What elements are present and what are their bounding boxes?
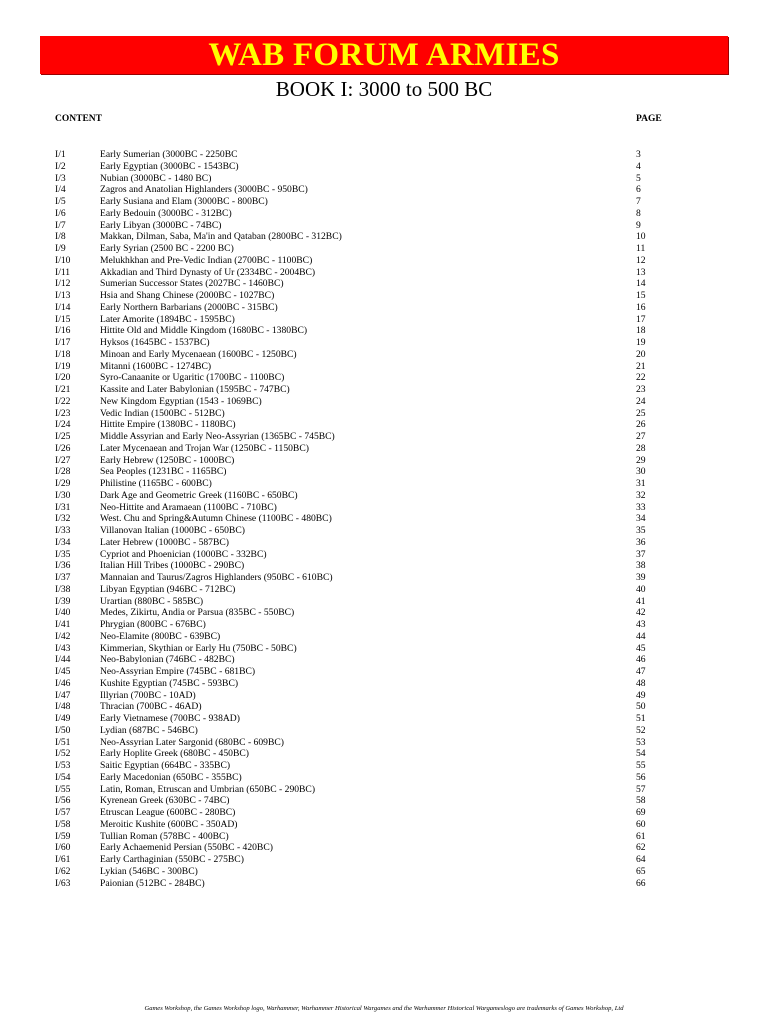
page-number: 65 bbox=[636, 865, 646, 877]
army-title: Early Susiana and Elam (3000BC - 800BC) bbox=[100, 196, 268, 207]
army-title: Neo-Assyrian Later Sargonid (680BC - 609BC) bbox=[100, 736, 284, 748]
army-title: Hsia and Shang Chinese (2000BC - 1027BC) bbox=[100, 290, 275, 301]
army-title: Sumerian Successor States (2027BC - 1460BC) bbox=[100, 278, 284, 290]
army-title: Early Bedouin (3000BC - 312BC) bbox=[100, 207, 232, 219]
page-number: 61 bbox=[636, 830, 646, 842]
army-title: New Kingdom Egyptian (1543 - 1069BC) bbox=[100, 395, 262, 407]
page-number: 39 bbox=[636, 572, 646, 583]
page-number: 49 bbox=[636, 689, 646, 701]
toc-row bbox=[0, 607, 768, 619]
army-code: I/61 bbox=[55, 854, 71, 865]
army-title: Kassite and Later Babylonian (1595BC - 747BC) bbox=[100, 384, 290, 395]
page-number: 31 bbox=[636, 478, 646, 489]
army-code: I/36 bbox=[55, 560, 71, 572]
toc-row bbox=[0, 220, 768, 232]
toc-row bbox=[0, 161, 768, 173]
army-title: Phrygian (800BC - 676BC) bbox=[100, 619, 206, 630]
army-code: I/35 bbox=[55, 548, 71, 560]
page-number: 36 bbox=[636, 536, 646, 548]
toc-row bbox=[0, 678, 768, 690]
army-code: I/30 bbox=[55, 489, 71, 501]
army-title: Later Mycenaean and Trojan War (1250BC - 1150BC) bbox=[100, 442, 309, 454]
toc-row bbox=[0, 878, 768, 890]
page-number: 34 bbox=[636, 513, 646, 525]
page-number: 27 bbox=[636, 431, 646, 442]
toc-row bbox=[0, 596, 768, 608]
content-column-header: CONTENT bbox=[55, 114, 102, 124]
toc-row bbox=[0, 349, 768, 361]
army-code: I/59 bbox=[55, 830, 71, 842]
toc-row bbox=[0, 866, 768, 878]
toc-row bbox=[0, 466, 768, 478]
page-number: 23 bbox=[636, 384, 646, 395]
army-code: I/10 bbox=[55, 254, 71, 266]
title-banner bbox=[40, 36, 728, 74]
army-code: I/2 bbox=[55, 160, 66, 172]
army-code: I/63 bbox=[55, 877, 71, 889]
army-title: Italian Hill Tribes (1000BC - 290BC) bbox=[100, 560, 245, 572]
army-code: I/3 bbox=[55, 172, 66, 184]
toc-row bbox=[0, 737, 768, 749]
page-number: 40 bbox=[636, 583, 646, 595]
toc-row bbox=[0, 537, 768, 549]
army-code: I/12 bbox=[55, 278, 71, 290]
army-title: Early Northern Barbarians (2000BC - 315BC) bbox=[100, 301, 278, 313]
army-code: I/32 bbox=[55, 513, 71, 525]
army-code: I/52 bbox=[55, 748, 71, 760]
page-number: 47 bbox=[636, 666, 646, 677]
page-number: 64 bbox=[636, 854, 646, 865]
army-code: I/5 bbox=[55, 196, 66, 207]
army-code: I/46 bbox=[55, 677, 71, 689]
page-number: 20 bbox=[636, 348, 646, 360]
page-number: 25 bbox=[636, 407, 646, 419]
army-code: I/22 bbox=[55, 395, 71, 407]
army-title: Cypriot and Phoenician (1000BC - 332BC) bbox=[100, 548, 267, 560]
army-code: I/6 bbox=[55, 207, 66, 219]
toc-row bbox=[0, 408, 768, 420]
army-title: Lydian (687BC - 546BC) bbox=[100, 724, 198, 736]
army-code: I/41 bbox=[55, 619, 71, 630]
army-title: Dark Age and Geometric Greek (1160BC - 650BC) bbox=[100, 489, 298, 501]
toc-row bbox=[0, 631, 768, 643]
page-number: 15 bbox=[636, 290, 646, 301]
toc-row bbox=[0, 784, 768, 796]
page-number: 32 bbox=[636, 489, 646, 501]
army-code: I/44 bbox=[55, 654, 71, 666]
toc-row bbox=[0, 502, 768, 514]
page-number: 26 bbox=[636, 419, 646, 431]
page-number: 35 bbox=[636, 525, 646, 536]
page-number: 12 bbox=[636, 254, 646, 266]
page-number: 21 bbox=[636, 360, 646, 372]
army-title: Later Hebrew (1000BC - 587BC) bbox=[100, 536, 229, 548]
toc-row bbox=[0, 490, 768, 502]
army-code: I/60 bbox=[55, 842, 71, 854]
army-title: Kyrenean Greek (630BC - 74BC) bbox=[100, 795, 230, 807]
army-title: Latin, Roman, Etruscan and Umbrian (650BC - 290BC) bbox=[100, 783, 316, 795]
army-title: Nubian (3000BC - 1480 BC) bbox=[100, 172, 212, 184]
army-title: Neo-Babylonian (746BC - 482BC) bbox=[100, 654, 235, 666]
page-number: 22 bbox=[636, 372, 646, 384]
toc-row bbox=[0, 654, 768, 666]
toc-row bbox=[0, 443, 768, 455]
page-number: 50 bbox=[636, 701, 646, 713]
page-number: 11 bbox=[636, 243, 646, 254]
army-title: Neo-Assyrian Empire (745BC - 681BC) bbox=[100, 666, 256, 677]
page-number: 24 bbox=[636, 395, 646, 407]
army-title: Saitic Egyptian (664BC - 335BC) bbox=[100, 760, 231, 771]
army-title: Mitanni (1600BC - 1274BC) bbox=[100, 360, 212, 372]
page-number: 13 bbox=[636, 266, 646, 278]
army-code: I/48 bbox=[55, 701, 71, 713]
toc-row bbox=[0, 619, 768, 631]
page-number: 60 bbox=[636, 818, 646, 830]
toc-row bbox=[0, 208, 768, 220]
toc-row bbox=[0, 643, 768, 655]
army-code: I/38 bbox=[55, 583, 71, 595]
table-of-contents bbox=[0, 149, 768, 889]
toc-row bbox=[0, 396, 768, 408]
army-code: I/26 bbox=[55, 442, 71, 454]
army-title: Zagros and Anatolian Highlanders (3000BC - 950BC) bbox=[100, 184, 308, 196]
page-number: 8 bbox=[636, 207, 641, 219]
page-number: 57 bbox=[636, 783, 646, 795]
toc-row bbox=[0, 267, 768, 279]
army-title: Philistine (1165BC - 600BC) bbox=[100, 478, 212, 489]
army-code: I/23 bbox=[55, 407, 71, 419]
army-title: Early Macedonian (650BC - 355BC) bbox=[100, 771, 242, 783]
army-title: Early Vietnamese (700BC - 938AD) bbox=[100, 713, 240, 724]
army-title: Hittite Empire (1380BC - 1180BC) bbox=[100, 419, 236, 431]
page-number: 56 bbox=[636, 771, 646, 783]
army-title: Meroitic Kushite (600BC - 350AD) bbox=[100, 818, 238, 830]
army-title: Early Achaemenid Persian (550BC - 420BC) bbox=[100, 842, 273, 854]
page-number: 10 bbox=[636, 231, 646, 243]
army-title: Kushite Egyptian (745BC - 593BC) bbox=[100, 677, 239, 689]
army-title: Neo-Elamite (800BC - 639BC) bbox=[100, 630, 221, 642]
page-number: 54 bbox=[636, 748, 646, 760]
page-number: 30 bbox=[636, 466, 646, 478]
army-code: I/28 bbox=[55, 466, 71, 478]
army-title: West. Chu and Spring&Autumn Chinese (1100BC - 480BC) bbox=[100, 513, 332, 525]
page-number: 7 bbox=[636, 196, 641, 207]
army-title: Thracian (700BC - 46AD) bbox=[100, 701, 202, 713]
page-number: 14 bbox=[636, 278, 646, 290]
army-code: I/20 bbox=[55, 372, 71, 384]
toc-row bbox=[0, 478, 768, 490]
toc-row bbox=[0, 666, 768, 678]
army-code: I/25 bbox=[55, 431, 71, 442]
army-title: Etruscan League (600BC - 280BC) bbox=[100, 807, 236, 818]
army-title: Paionian (512BC - 284BC) bbox=[100, 877, 205, 889]
army-code: I/33 bbox=[55, 525, 71, 536]
toc-row bbox=[0, 149, 768, 161]
page-title: WAB FORUM ARMIES bbox=[208, 37, 560, 73]
army-title: Hyksos (1645BC - 1537BC) bbox=[100, 337, 210, 348]
army-title: Early Hoplite Greek (680BC - 450BC) bbox=[100, 748, 249, 760]
page-number: 52 bbox=[636, 724, 646, 736]
page-number: 58 bbox=[636, 795, 646, 807]
page-column-header: PAGE bbox=[636, 114, 662, 124]
toc-row bbox=[0, 713, 768, 725]
page-number: 42 bbox=[636, 607, 646, 619]
army-title: Early Hebrew (1250BC - 1000BC) bbox=[100, 454, 235, 466]
army-title: Mannaian and Taurus/Zagros Highlanders (950BC - 610BC) bbox=[100, 572, 333, 583]
toc-row bbox=[0, 231, 768, 243]
page-number: 19 bbox=[636, 337, 646, 348]
army-code: I/49 bbox=[55, 713, 71, 724]
toc-row bbox=[0, 173, 768, 185]
army-code: I/55 bbox=[55, 783, 71, 795]
army-code: I/21 bbox=[55, 384, 71, 395]
army-title: Melukhkhan and Pre-Vedic Indian (2700BC - 1100BC) bbox=[100, 254, 313, 266]
page-number: 18 bbox=[636, 325, 646, 337]
page-number: 66 bbox=[636, 877, 646, 889]
page-number: 3 bbox=[636, 149, 641, 160]
page-number: 37 bbox=[636, 548, 646, 560]
page-number: 6 bbox=[636, 184, 641, 196]
army-code: I/27 bbox=[55, 454, 71, 466]
army-code: I/13 bbox=[55, 290, 71, 301]
army-title: Makkan, Dilman, Saba, Ma'in and Qataban (2800BC - 312BC) bbox=[100, 231, 342, 243]
army-title: Urartian (880BC - 585BC) bbox=[100, 595, 204, 607]
army-code: I/58 bbox=[55, 818, 71, 830]
army-title: Villanovan Italian (1000BC - 650BC) bbox=[100, 525, 245, 536]
army-title: Akkadian and Third Dynasty of Ur (2334BC - 2004BC) bbox=[100, 266, 316, 278]
toc-row bbox=[0, 290, 768, 302]
toc-row bbox=[0, 325, 768, 337]
page-number: 55 bbox=[636, 760, 646, 771]
army-title: Hittite Old and Middle Kingdom (1680BC - 1380BC) bbox=[100, 325, 308, 337]
army-title: Minoan and Early Mycenaean (1600BC - 1250BC) bbox=[100, 348, 297, 360]
toc-row bbox=[0, 725, 768, 737]
army-code: I/16 bbox=[55, 325, 71, 337]
army-code: I/9 bbox=[55, 243, 66, 254]
army-code: I/14 bbox=[55, 301, 71, 313]
page-number: 46 bbox=[636, 654, 646, 666]
army-code: I/51 bbox=[55, 736, 71, 748]
toc-row bbox=[0, 278, 768, 290]
toc-row bbox=[0, 690, 768, 702]
army-title: Libyan Egyptian (946BC - 712BC) bbox=[100, 583, 236, 595]
army-title: Middle Assyrian and Early Neo-Assyrian (1365BC - 745BC) bbox=[100, 431, 335, 442]
toc-row bbox=[0, 431, 768, 443]
page-number: 53 bbox=[636, 736, 646, 748]
toc-row bbox=[0, 772, 768, 784]
toc-row bbox=[0, 372, 768, 384]
page-number: 45 bbox=[636, 642, 646, 654]
toc-row bbox=[0, 337, 768, 349]
army-code: I/45 bbox=[55, 666, 71, 677]
book-subtitle: BOOK I: 3000 to 500 BC bbox=[275, 77, 493, 101]
page-number: 41 bbox=[636, 595, 646, 607]
toc-row bbox=[0, 184, 768, 196]
army-title: Sea Peoples (1231BC - 1165BC) bbox=[100, 466, 227, 478]
page-number: 16 bbox=[636, 301, 646, 313]
army-code: I/29 bbox=[55, 478, 71, 489]
army-code: I/54 bbox=[55, 771, 71, 783]
army-code: I/7 bbox=[55, 219, 66, 231]
toc-row bbox=[0, 807, 768, 819]
toc-row bbox=[0, 549, 768, 561]
army-code: I/62 bbox=[55, 865, 71, 877]
page-number: 51 bbox=[636, 713, 646, 724]
page-number: 5 bbox=[636, 172, 641, 184]
trademark-footer: Games Workshop, the Games Workshop logo, Warhammer, Warhammer Historical Wargames and the Warhammer Historical Wargameslogo are trademarks of Games Workshop, Ltd bbox=[144, 1005, 624, 1012]
page-number: 69 bbox=[636, 807, 646, 818]
toc-row bbox=[0, 560, 768, 572]
page-number: 4 bbox=[636, 160, 641, 172]
toc-row bbox=[0, 302, 768, 314]
army-code: I/18 bbox=[55, 348, 71, 360]
army-code: I/17 bbox=[55, 337, 71, 348]
army-title: Early Egyptian (3000BC - 1543BC) bbox=[100, 160, 239, 172]
page-number: 48 bbox=[636, 677, 646, 689]
toc-row bbox=[0, 572, 768, 584]
toc-row bbox=[0, 455, 768, 467]
army-title: Neo-Hittite and Aramaean (1100BC - 710BC) bbox=[100, 501, 277, 513]
army-title: Early Libyan (3000BC - 74BC) bbox=[100, 219, 222, 231]
army-title: Medes, Zikirtu, Andia or Parsua (835BC - 550BC) bbox=[100, 607, 295, 619]
page-number: 29 bbox=[636, 454, 646, 466]
page-number: 44 bbox=[636, 630, 646, 642]
army-title: Kimmerian, Skythian or Early Hu (750BC - 50BC) bbox=[100, 642, 297, 654]
army-title: Later Amorite (1894BC - 1595BC) bbox=[100, 313, 235, 325]
army-code: I/39 bbox=[55, 595, 71, 607]
toc-row bbox=[0, 243, 768, 255]
army-title: Vedic Indian (1500BC - 512BC) bbox=[100, 407, 225, 419]
army-code: I/56 bbox=[55, 795, 71, 807]
army-code: I/31 bbox=[55, 501, 71, 513]
army-code: I/53 bbox=[55, 760, 71, 771]
page-number: 28 bbox=[636, 442, 646, 454]
toc-row bbox=[0, 525, 768, 537]
toc-row bbox=[0, 255, 768, 267]
army-title: Early Syrian (2500 BC - 2200 BC) bbox=[100, 243, 234, 254]
army-code: I/43 bbox=[55, 642, 71, 654]
toc-row bbox=[0, 584, 768, 596]
toc-row bbox=[0, 419, 768, 431]
army-code: I/24 bbox=[55, 419, 71, 431]
army-code: I/8 bbox=[55, 231, 66, 243]
toc-row bbox=[0, 513, 768, 525]
toc-row bbox=[0, 854, 768, 866]
toc-row bbox=[0, 795, 768, 807]
army-code: I/40 bbox=[55, 607, 71, 619]
page-number: 38 bbox=[636, 560, 646, 572]
toc-row bbox=[0, 196, 768, 208]
toc-row bbox=[0, 760, 768, 772]
page-number: 33 bbox=[636, 501, 646, 513]
army-title: Syro-Canaanite or Ugaritic (1700BC - 1100BC) bbox=[100, 372, 285, 384]
page-number: 62 bbox=[636, 842, 646, 854]
toc-row bbox=[0, 701, 768, 713]
toc-row bbox=[0, 748, 768, 760]
toc-row bbox=[0, 842, 768, 854]
page-number: 9 bbox=[636, 219, 641, 231]
army-title: Early Carthaginian (550BC - 275BC) bbox=[100, 854, 244, 865]
army-code: I/34 bbox=[55, 536, 71, 548]
army-code: I/37 bbox=[55, 572, 71, 583]
army-code: I/4 bbox=[55, 184, 66, 196]
toc-row bbox=[0, 361, 768, 373]
army-code: I/15 bbox=[55, 313, 71, 325]
army-code: I/19 bbox=[55, 360, 71, 372]
toc-row bbox=[0, 384, 768, 396]
toc-row bbox=[0, 819, 768, 831]
army-code: I/42 bbox=[55, 630, 71, 642]
army-title: Tullian Roman (578BC - 400BC) bbox=[100, 830, 229, 842]
toc-row bbox=[0, 314, 768, 326]
page-number: 43 bbox=[636, 619, 646, 630]
army-code: I/57 bbox=[55, 807, 71, 818]
army-code: I/47 bbox=[55, 689, 71, 701]
army-title: Early Sumerian (3000BC - 2250BC bbox=[100, 149, 238, 160]
army-code: I/1 bbox=[55, 149, 66, 160]
page-number: 17 bbox=[636, 313, 646, 325]
army-title: Lykian (546BC - 300BC) bbox=[100, 865, 198, 877]
army-code: I/11 bbox=[55, 266, 71, 278]
toc-row bbox=[0, 831, 768, 843]
army-title: Illyrian (700BC - 10AD) bbox=[100, 689, 196, 701]
army-code: I/50 bbox=[55, 724, 71, 736]
